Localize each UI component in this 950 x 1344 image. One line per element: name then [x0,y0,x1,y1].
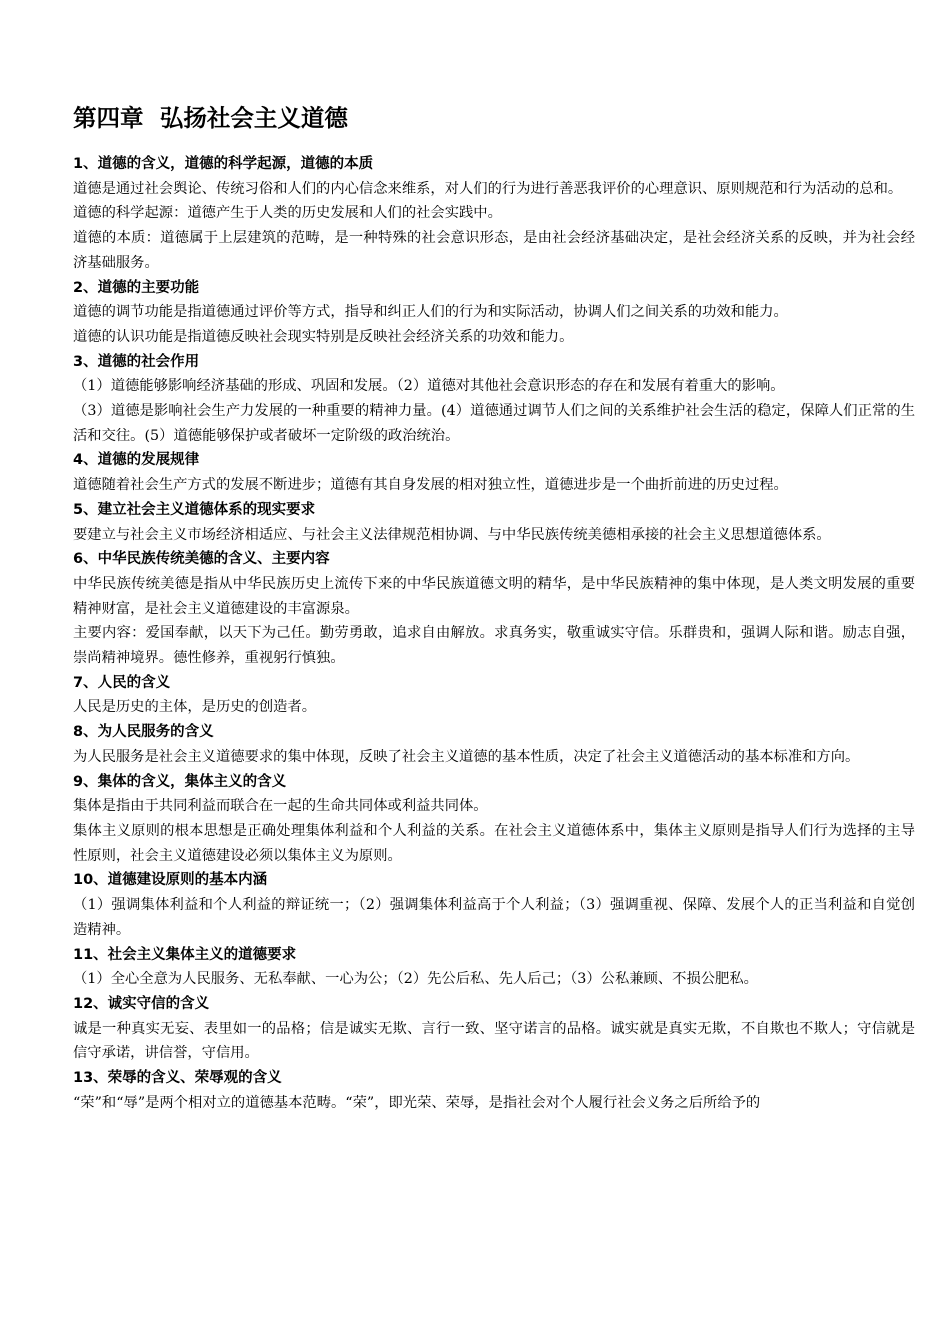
paragraph: 道德随着社会生产方式的发展不断进步；道德有其自身发展的相对独立性，道德进步是一个曲折前进的历史过程。 [73,477,788,494]
paragraph: 主要内容：爱国奉献，以天下为己任。勤劳勇敢，追求自由解放。求真务实，敬重诚实守信。乐群贵和，强调人际和谐。励志自强，崇尚精神境界。德性修养，重视躬行慎独。 [73,625,915,667]
section-heading: 7、人民的含义 [73,674,171,691]
paragraph: 要建立与社会主义市场经济相适应、与社会主义法律规范相协调、与中华民族传统美德相承接的社会主义思想道德体系。 [73,526,831,543]
section-4 [73,448,915,497]
section-heading: 2、道德的主要功能 [73,279,200,296]
section-8 [73,720,915,769]
section-10 [73,868,915,942]
paragraph: （3）道德是影响社会生产力发展的一种重要的精神力量。(4）道德通过调节人们之间的关系维护社会生活的稳定，保障人们正常的生活和交往。(5）道德能够保护或者破坏一定阶级的政治统治。 [73,403,915,444]
paragraph: 道德的本质：道德属于上层建筑的范畴，是一种特殊的社会意识形态，是由社会经济基础决定，是社会经济关系的反映，并为社会经济基础服务。 [73,230,915,271]
paragraph: 集体主义原则的根本思想是正确处理集体利益和个人利益的关系。在社会主义道德体系中，集体主义原则是指导人们行为选择的主导性原则，社会主义道德建设必须以集体主义为原则。 [73,822,915,864]
section-2 [73,276,915,350]
paragraph: 人民是历史的主体，是历史的创造者。 [73,699,317,716]
section-heading: 3、道德的社会作用 [73,353,200,370]
section-13 [73,1066,915,1115]
paragraph: 中华民族传统美德是指从中华民族历史上流传下来的中华民族道德文明的精华，是中华民族精神的集中体现，是人类文明发展的重要精神财富，是社会主义道德建设的丰富源泉。 [73,575,915,617]
section-heading: 13、荣辱的含义、荣辱观的含义 [73,1070,282,1087]
section-9 [73,770,915,869]
section-11 [73,943,915,992]
paragraph: （1）道德能够影响经济基础的形成、巩固和发展。（2）道德对其他社会意识形态的存在和发展有着重大的影响。 [73,378,785,395]
section-heading: 12、诚实守信的含义 [73,995,210,1012]
chapter-title: 第四章 弘扬社会主义道德 [73,104,348,132]
section-12 [73,992,915,1066]
section-heading: 9、集体的含义，集体主义的含义 [73,773,287,790]
section-7 [73,671,915,720]
section-3 [73,350,915,449]
section-heading: 6、中华民族传统美德的含义、主要内容 [73,551,330,568]
section-heading: 8、为人民服务的含义 [73,724,214,741]
paragraph: 集体是指由于共同利益而联合在一起的生命共同体或利益共同体。 [73,798,488,815]
section-heading: 10、道德建设原则的基本内涵 [73,872,268,889]
sections-container [73,152,915,1115]
section-heading: 1、道德的含义，道德的科学起源，道德的本质 [73,156,374,172]
document-page [73,102,915,1115]
paragraph: 道德的认识功能是指道德反映社会现实特别是反映社会经济关系的功效和能力。 [73,328,574,345]
section-heading: 4、道德的发展规律 [73,452,200,469]
paragraph: 道德的调节功能是指道德通过评价等方式，指导和纠正人们的行为和实际活动，协调人们之间关系的功效和能力。 [73,304,788,321]
section-heading: 11、社会主义集体主义的道德要求 [73,946,297,963]
section-heading: 5、建立社会主义道德体系的现实要求 [73,501,316,518]
paragraph: （1）强调集体利益和个人利益的辩证统一；（2）强调集体利益高于个人利益；（3）强调重视、保障、发展个人的正当利益和自觉创造精神。 [73,897,915,938]
section-5 [73,498,915,547]
section-6 [73,547,915,671]
paragraph: 为人民服务是社会主义道德要求的集中体现，反映了社会主义道德的基本性质，决定了社会主义道德活动的基本标准和方向。 [73,748,860,765]
paragraph: 道德是通过社会舆论、传统习俗和人们的内心信念来维系，对人们的行为进行善恶我评价的心理意识、原则规范和行为活动的总和。 [73,180,903,197]
paragraph: （1）全心全意为人民服务、无私奉献、一心为公；（2）先公后私、先人后己；（3）公私兼顾、不损公肥私。 [73,971,758,988]
paragraph: “荣”和“辱”是两个相对立的道德基本范畴。“荣”，即光荣、荣辱，是指社会对个人履行社会义务之后所给予的 [73,1094,761,1111]
paragraph: 诚是一种真实无妄、表里如一的品格；信是诚实无欺、言行一致、坚守诺言的品格。诚实就是真实无欺，不自欺也不欺人；守信就是信守承诺，讲信誉，守信用。 [73,1020,915,1062]
section-1 [73,152,915,276]
paragraph: 道德的科学起源：道德产生于人类的历史发展和人们的社会实践中。 [73,205,502,222]
